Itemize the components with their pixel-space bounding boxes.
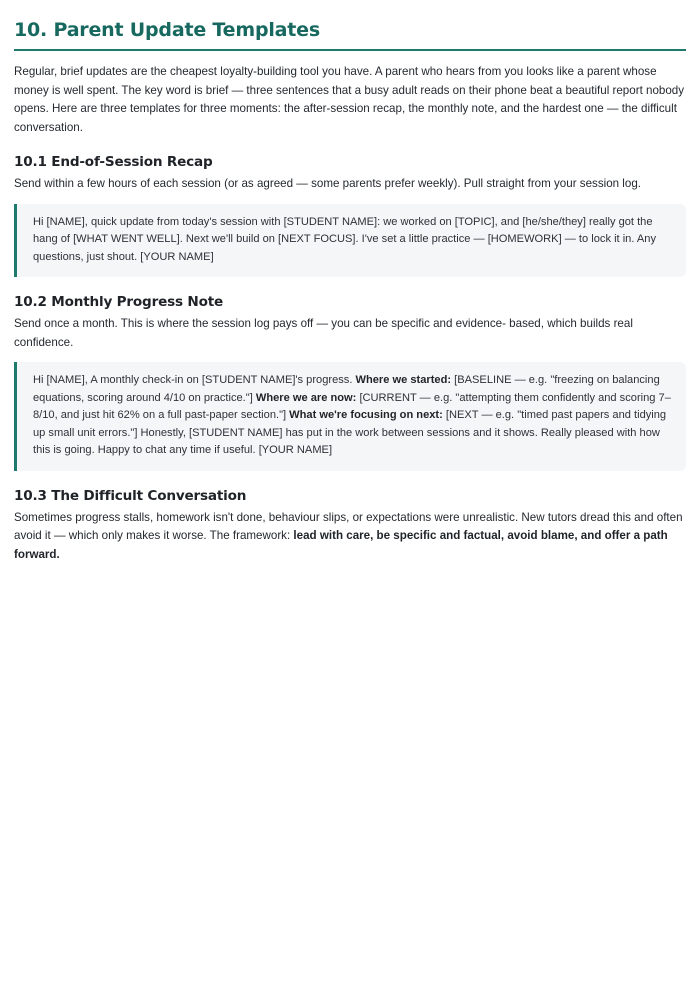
difficult-body-text: Sometimes progress stalls, homework isn't done, behaviour slips, or expectations were unrealistic. New tutors dread this and often avoid it — which only makes it worse. The framework: (14, 510, 683, 542)
difficult-framework: lead with care, be specific and factual, avoid blame, and offer a path forward. (14, 529, 668, 561)
intro-paragraph: Regular, brief updates are the cheapest loyalty-building tool you have. A parent who hears from you looks like a parent whose money is well spent. The key word is brief — three sentences that a busy adult reads on their phone beat a beautiful report nobody opens. Here are three templates for three moments: the after-session recap, the monthly note, and the hardest one — the difficult conversation. (14, 65, 685, 134)
monthly-template-text (33, 372, 672, 460)
page-title: 10. Parent Update Templates (14, 19, 320, 41)
monthly-body: Send once a month. This is where the session log pays off — you can be specific and evidence- based, which builds real confidence. (14, 317, 633, 349)
difficult-body (14, 509, 686, 565)
recap-heading: 10.1 End-of-Session Recap (14, 154, 213, 170)
started-label: Where we started: (355, 374, 452, 386)
monthly-template-block (14, 362, 686, 471)
monthly-heading: 10.2 Monthly Progress Note (14, 294, 224, 310)
now-text: [CURRENT — e.g. "attempting them confidently and scoring 7–8/10, and just hit 62% on a full past-paper section."] (33, 391, 671, 421)
recap-template-block (14, 204, 686, 278)
monthly-template-opening: Hi [NAME], A monthly check-in on [STUDENT NAME]'s progress. (33, 374, 356, 386)
recap-body: Send within a few hours of each session (or as agreed — some parents prefer weekly). Pull straight from your session log. (14, 177, 642, 190)
started-text: [BASELINE — e.g. "freezing on balancing equations, scoring around 4/10 on practice."] (33, 374, 660, 404)
difficult-heading: 10.3 The Difficult Conversation (14, 487, 247, 504)
title-divider (14, 49, 686, 51)
next-text: [NEXT — e.g. "timed past papers and tidying up small unit errors."] Honestly, [STUDENT NAME] has put in the work between sessions and it shows. Really pleased with how this is going. Happy to chat any time if useful. [YOUR NAME] (33, 409, 667, 456)
next-label: What we're focusing on next: (289, 409, 443, 421)
recap-template-text: Hi [NAME], quick update from today's session with [STUDENT NAME]: we worked on [TOPIC], and [he/she/they] really got the hang of [WHAT WENT WELL]. Next we'll build on [NEXT FOCUS]. I've set a little practice — [HOMEWORK] — to lock it in. Any questions, just shout. [YOUR NAME] (33, 215, 656, 263)
now-label: Where we are now: (255, 391, 357, 404)
